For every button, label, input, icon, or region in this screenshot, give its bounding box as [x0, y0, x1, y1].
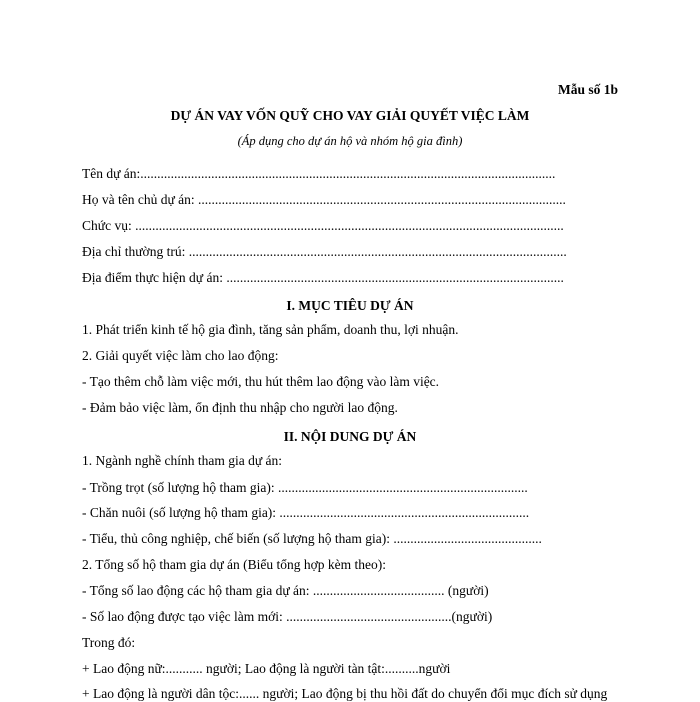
form-number: Mẫu số 1b — [557, 82, 618, 97]
content-line: + Lao động là người dân tộc:...... người; Lao động bị thu hồi đất do chuyển đổi mục đích sử dụng — [82, 686, 608, 701]
objective-line: 2. Giải quyết việc làm cho lao động: — [82, 348, 279, 363]
content-line: + Lao động nữ:........... người; Lao động là người tàn tật:..........người — [82, 661, 451, 676]
field-position: Chức vụ: ............................................................................................................................... — [82, 218, 564, 233]
document-title: DỰ ÁN VAY VỐN QUỸ CHO VAY GIẢI QUYẾT VIỆC LÀM — [170, 108, 530, 123]
content-line: - Tiểu, thủ công nghiệp, chế biến (số lượng hộ tham gia): ............................................ — [82, 531, 542, 546]
section-heading-content: II. NỘI DUNG DỰ ÁN — [283, 429, 417, 444]
content-line: - Tổng số lao động các hộ tham gia dự án: ....................................... (người) — [82, 583, 489, 598]
field-project-name: Tên dự án:........................................................................................................................... — [82, 166, 556, 181]
objective-line: - Tạo thêm chỗ làm việc mới, thu hút thêm lao động vào làm việc. — [82, 374, 440, 389]
field-permanent-address: Địa chỉ thường trú: ................................................................................................................ — [82, 244, 567, 259]
content-line: - Chăn nuôi (số lượng hộ tham gia): .......................................................................... — [82, 505, 530, 520]
section-heading-objectives: I. MỤC TIÊU DỰ ÁN — [286, 298, 414, 313]
content-line: 2. Tổng số hộ tham gia dự án (Biểu tổng hợp kèm theo): — [82, 557, 387, 572]
content-line: - Số lao động được tạo việc làm mới: .................................................(người) — [82, 609, 493, 624]
objective-line: - Đảm bảo việc làm, ổn định thu nhập cho người lao động. — [82, 400, 398, 415]
field-owner-name: Họ và tên chủ dự án: ............................................................................................................. — [82, 192, 566, 207]
content-line: Trong đó: — [82, 635, 136, 650]
objective-line: 1. Phát triển kinh tế hộ gia đình, tăng sản phẩm, doanh thu, lợi nhuận. — [82, 322, 459, 337]
field-project-location: Địa điểm thực hiện dự án: .................................................................................................... — [82, 270, 564, 285]
content-line: 1. Ngành nghề chính tham gia dự án: — [82, 453, 283, 468]
document-subtitle: (Áp dụng cho dự án hộ và nhóm hộ gia đình) — [237, 134, 463, 148]
content-line: - Trồng trọt (số lượng hộ tham gia): .......................................................................... — [82, 480, 528, 495]
